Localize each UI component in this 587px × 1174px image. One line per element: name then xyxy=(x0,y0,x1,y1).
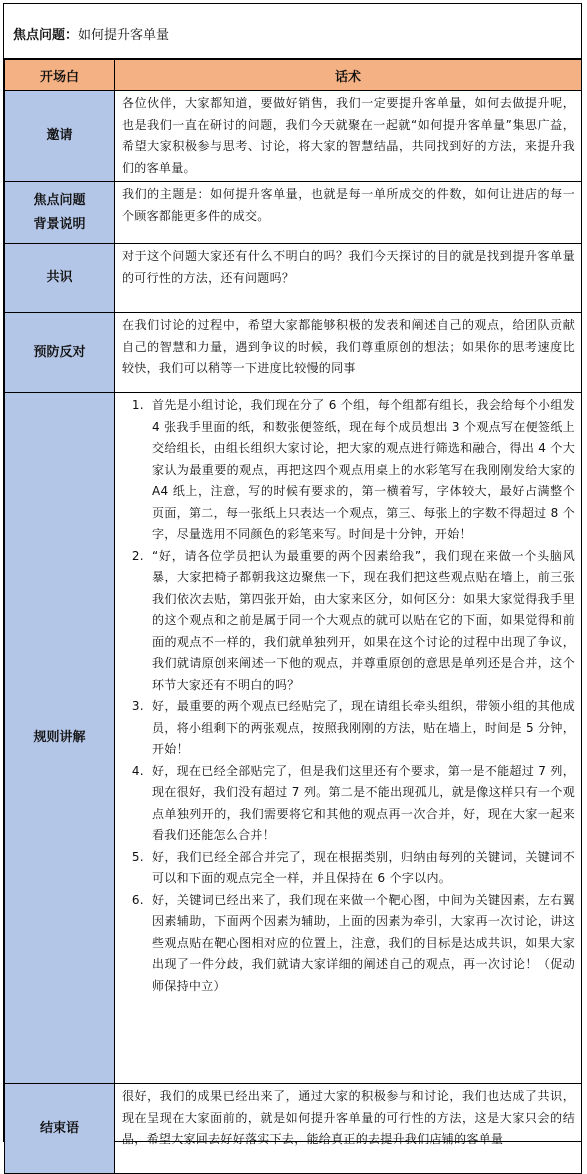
row-label-line: 结束语 xyxy=(39,1120,79,1136)
list-item: 4. 好，现在已经全部贴完了，但是我们这里还有个要求，第一是不能超过 7 列，现在很好，我们没有超过 7 列。第二是不能出现孤儿，就是像这样只有一个观点单独列开的，我们需要将它和其他的观点再一次合并，好，现在大家一起来看我们还能怎么合并！ xyxy=(148,761,575,847)
header-opening: 开场白 xyxy=(5,60,115,91)
focus-question-value: 如何提升客单量 xyxy=(78,28,170,43)
row-text-invitation: 各位伙伴，大家都知道，要做好销售，我们一定要提升客单量，如何去做提升呢，也是我们一直在研讨的问题，我们今天就聚在一起就“如何提升客单量”集思广益，希望大家积极参与思考、讨论，将大家的智慧结晶，共同找到好的方法，来提升我们的客单量。 xyxy=(115,91,582,182)
row-text-closing: 很好，我们的成果已经出来了，通过大家的积极参与和讨论，我们也达成了共识，现在呈现在大家面前的，就是如何提升客单量的可行性的方法，这是大家只会的结晶，希望大家回去好好落实下去，能给真正的去提升我们店铺的客单量 xyxy=(115,1084,582,1174)
table-header-row xyxy=(5,60,582,91)
script-sheet xyxy=(3,3,582,1146)
list-item: 3. 好，最重要的两个观点已经贴完了，现在请组长牵头组织，带领小组的其他成员，将小组剩下的两张观点，按照我刚刚的方法，贴在墙上，时间是 5 分钟，开始！ xyxy=(148,696,575,761)
list-item: 1. 首先是小组讨论，我们现在分了 6 个组，每个组都有组长，我会给每个小组发 4 张我手里面的纸，和数张便签纸，现在每个成员想出 3 个观点写在便签纸上交给组长，由组长组织大家讨论，把大家的观点进行筛选和融合，得出 4 个大家认为最重要的观点，再把这四个观点用桌上的水彩笔写在我刚刚发给大家的 A4 纸上，注意，写的时候有要求的，第一横着写，字体较大，最好占满整个页面，第二，每一张纸上只表达一个观点，第三、每张上的字数不得超过 8 个字，尽量选用不同颜色的彩笔来写。时间是十分钟，开始！ xyxy=(148,395,575,546)
header-script: 话术 xyxy=(115,60,582,91)
table-row-consensus xyxy=(5,244,582,313)
row-label-line: 共识 xyxy=(46,270,73,285)
row-text-consensus: 对于这个问题大家还有什么不明白的吗？我们今天探讨的目的就是找到提升客单量的可行性的方法，还有问题吗？ xyxy=(115,244,582,313)
row-label-line: 焦点问题 xyxy=(33,192,86,208)
focus-question-bar xyxy=(4,4,581,59)
row-label-line: 背景说明 xyxy=(33,216,86,232)
row-label-consensus xyxy=(5,244,115,313)
table-row-background xyxy=(5,182,582,244)
focus-question-label: 焦点问题： xyxy=(13,28,79,43)
script-table xyxy=(4,59,582,1174)
table-row-invitation xyxy=(5,91,582,182)
list-item: 5. 好，我们已经全部合并完了，现在根据类别，归纳由每列的关键词，关键词不可以和下面的观点完全一样，并且保持在 6 个字以内。 xyxy=(148,847,575,890)
list-item: 2. “好，请各位学员把认为最重要的两个因素给我”，我们现在来做一个头脑风暴，大家把椅子都朝我这边聚焦一下，现在我们把这些观点贴在墙上，前三张我们依次去贴，第四张开始，由大家来区分，如何区分：如果大家觉得我手里的这个观点和之前是属于同一个大观点的就可以贴在它的下面，如果觉得和前面的观点不一样的，我们就单独列开，如果在这个讨论的过程中出现了争议，我们就请原创来阐述一下他的观点，并尊重原创的意思是单列还是合并，这个环节大家还有不明白的吗？ xyxy=(148,546,575,697)
table-row-closing xyxy=(5,1084,582,1174)
row-label-prevent-objection xyxy=(5,313,115,393)
row-label-line: 邀请 xyxy=(46,128,73,143)
row-label-background xyxy=(5,182,115,244)
row-text-rules xyxy=(115,393,582,1084)
row-text-background: 我们的主题是：如何提升客单量，也就是每一单所成交的件数，如何让进店的每一个顾客都能更多件的成交。 xyxy=(115,182,582,244)
row-label-closing xyxy=(5,1084,115,1174)
row-label-invitation xyxy=(5,91,115,182)
row-label-line: 规则讲解 xyxy=(33,730,86,745)
row-label-rules xyxy=(5,393,115,1084)
table-row-rules xyxy=(5,393,582,1084)
list-item: 6. 好，关键词已经出来了，我们现在来做一个靶心图，中间为关键因素，左右翼因素辅助，下面两个因素为辅助，上面的因素为牵引，大家再一次讨论，讲这些观点贴在靶心图相对应的位置上，注意，我们的目标是达成共识，如果大家出现了一件分歧，我们就请大家详细的阐述自己的观点，再一次讨论！（促动师保持中立） xyxy=(148,890,575,998)
rules-list xyxy=(122,395,575,997)
row-text-prevent-objection: 在我们讨论的过程中，希望大家都能够积极的发表和阐述自己的观点，给团队贡献自己的智慧和力量，遇到争议的时候，我们尊重原创的想法；如果你的思考速度比较快，我们可以稍等一下进度比较慢的同事 xyxy=(115,313,582,393)
row-label-line: 预防反对 xyxy=(33,344,86,360)
table-row-prevent-objection xyxy=(5,313,582,393)
focus-question-title xyxy=(13,24,169,43)
